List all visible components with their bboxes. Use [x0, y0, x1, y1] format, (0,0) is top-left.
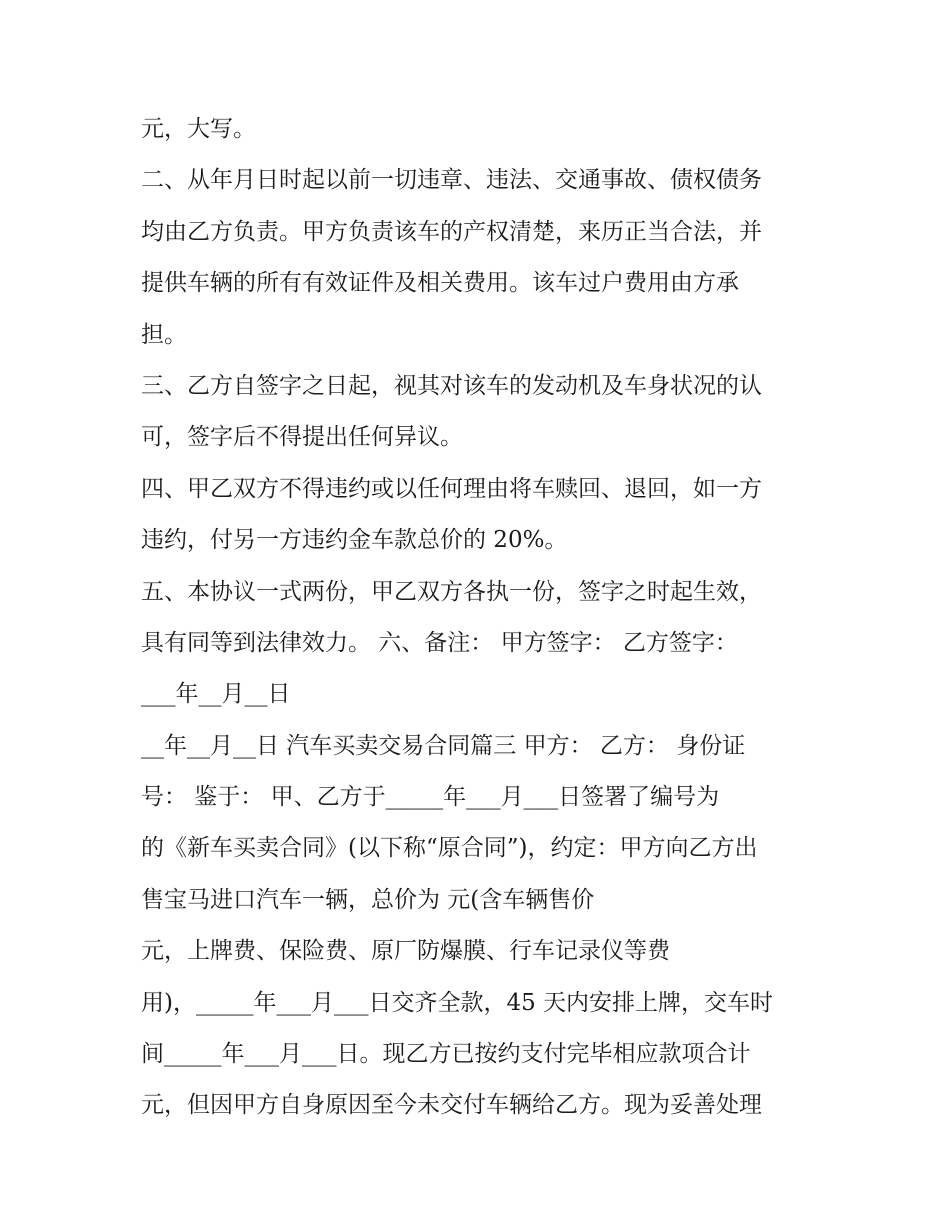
- text-line: 提供车辆的所有有效证件及相关费用。该车过户费用由方承: [141, 270, 739, 297]
- text-line: ___年__月__日: [141, 681, 291, 708]
- text-line: 均由乙方负责。甲方负责该车的产权清楚，来历正当合法，并: [141, 218, 762, 245]
- text-line: 号： 鉴于： 甲、乙方于_____年___月___日签署了编号为: [141, 784, 720, 811]
- text-line: 二、从年月日时起以前一切违章、违法、交通事故、债权债务: [141, 167, 762, 194]
- text-line: __年__月__日 汽车买卖交易合同篇三 甲方： 乙方： 身份证: [141, 732, 746, 759]
- text-line: 用)，_____年___月___日交齐全款，45 天内安排上牌，交车时: [141, 989, 774, 1016]
- text-line: 元，上牌费、保险费、原厂防爆膜、行车记录仪等费: [141, 938, 670, 965]
- text-line: 的《新车买卖合同》(以下称“原合同”)，约定：甲方向乙方出: [141, 835, 758, 862]
- text-line: 元，大写。: [141, 116, 256, 142]
- text-line: 可，签字后不得提出任何异议。: [141, 424, 463, 451]
- text-line: 违约，付另一方违约金车款总价的 20%。: [141, 527, 568, 554]
- text-line: 五、本协议一式两份，甲乙双方各执一份，签字之时起生效，: [141, 578, 762, 605]
- text-line: 三、乙方自签字之日起，视其对该车的发动机及车身状况的认: [141, 372, 762, 399]
- text-line: 售宝马进口汽车一辆，总价为 元(含车辆售价: [141, 886, 595, 913]
- text-line: 四、甲乙双方不得违约或以任何理由将车赎回、退回，如一方: [141, 475, 762, 502]
- text-line: 担。: [141, 321, 187, 348]
- text-line: 元，但因甲方自身原因至今未交付车辆给乙方。现为妥善处理: [141, 1092, 762, 1119]
- contract-text: [141, 104, 831, 1132]
- text-line: 间_____年___月___日。现乙方已按约支付完毕相应款项合计: [141, 1041, 751, 1068]
- text-line: 具有同等到法律效力。 六、备注： 甲方签字： 乙方签字：: [141, 629, 738, 656]
